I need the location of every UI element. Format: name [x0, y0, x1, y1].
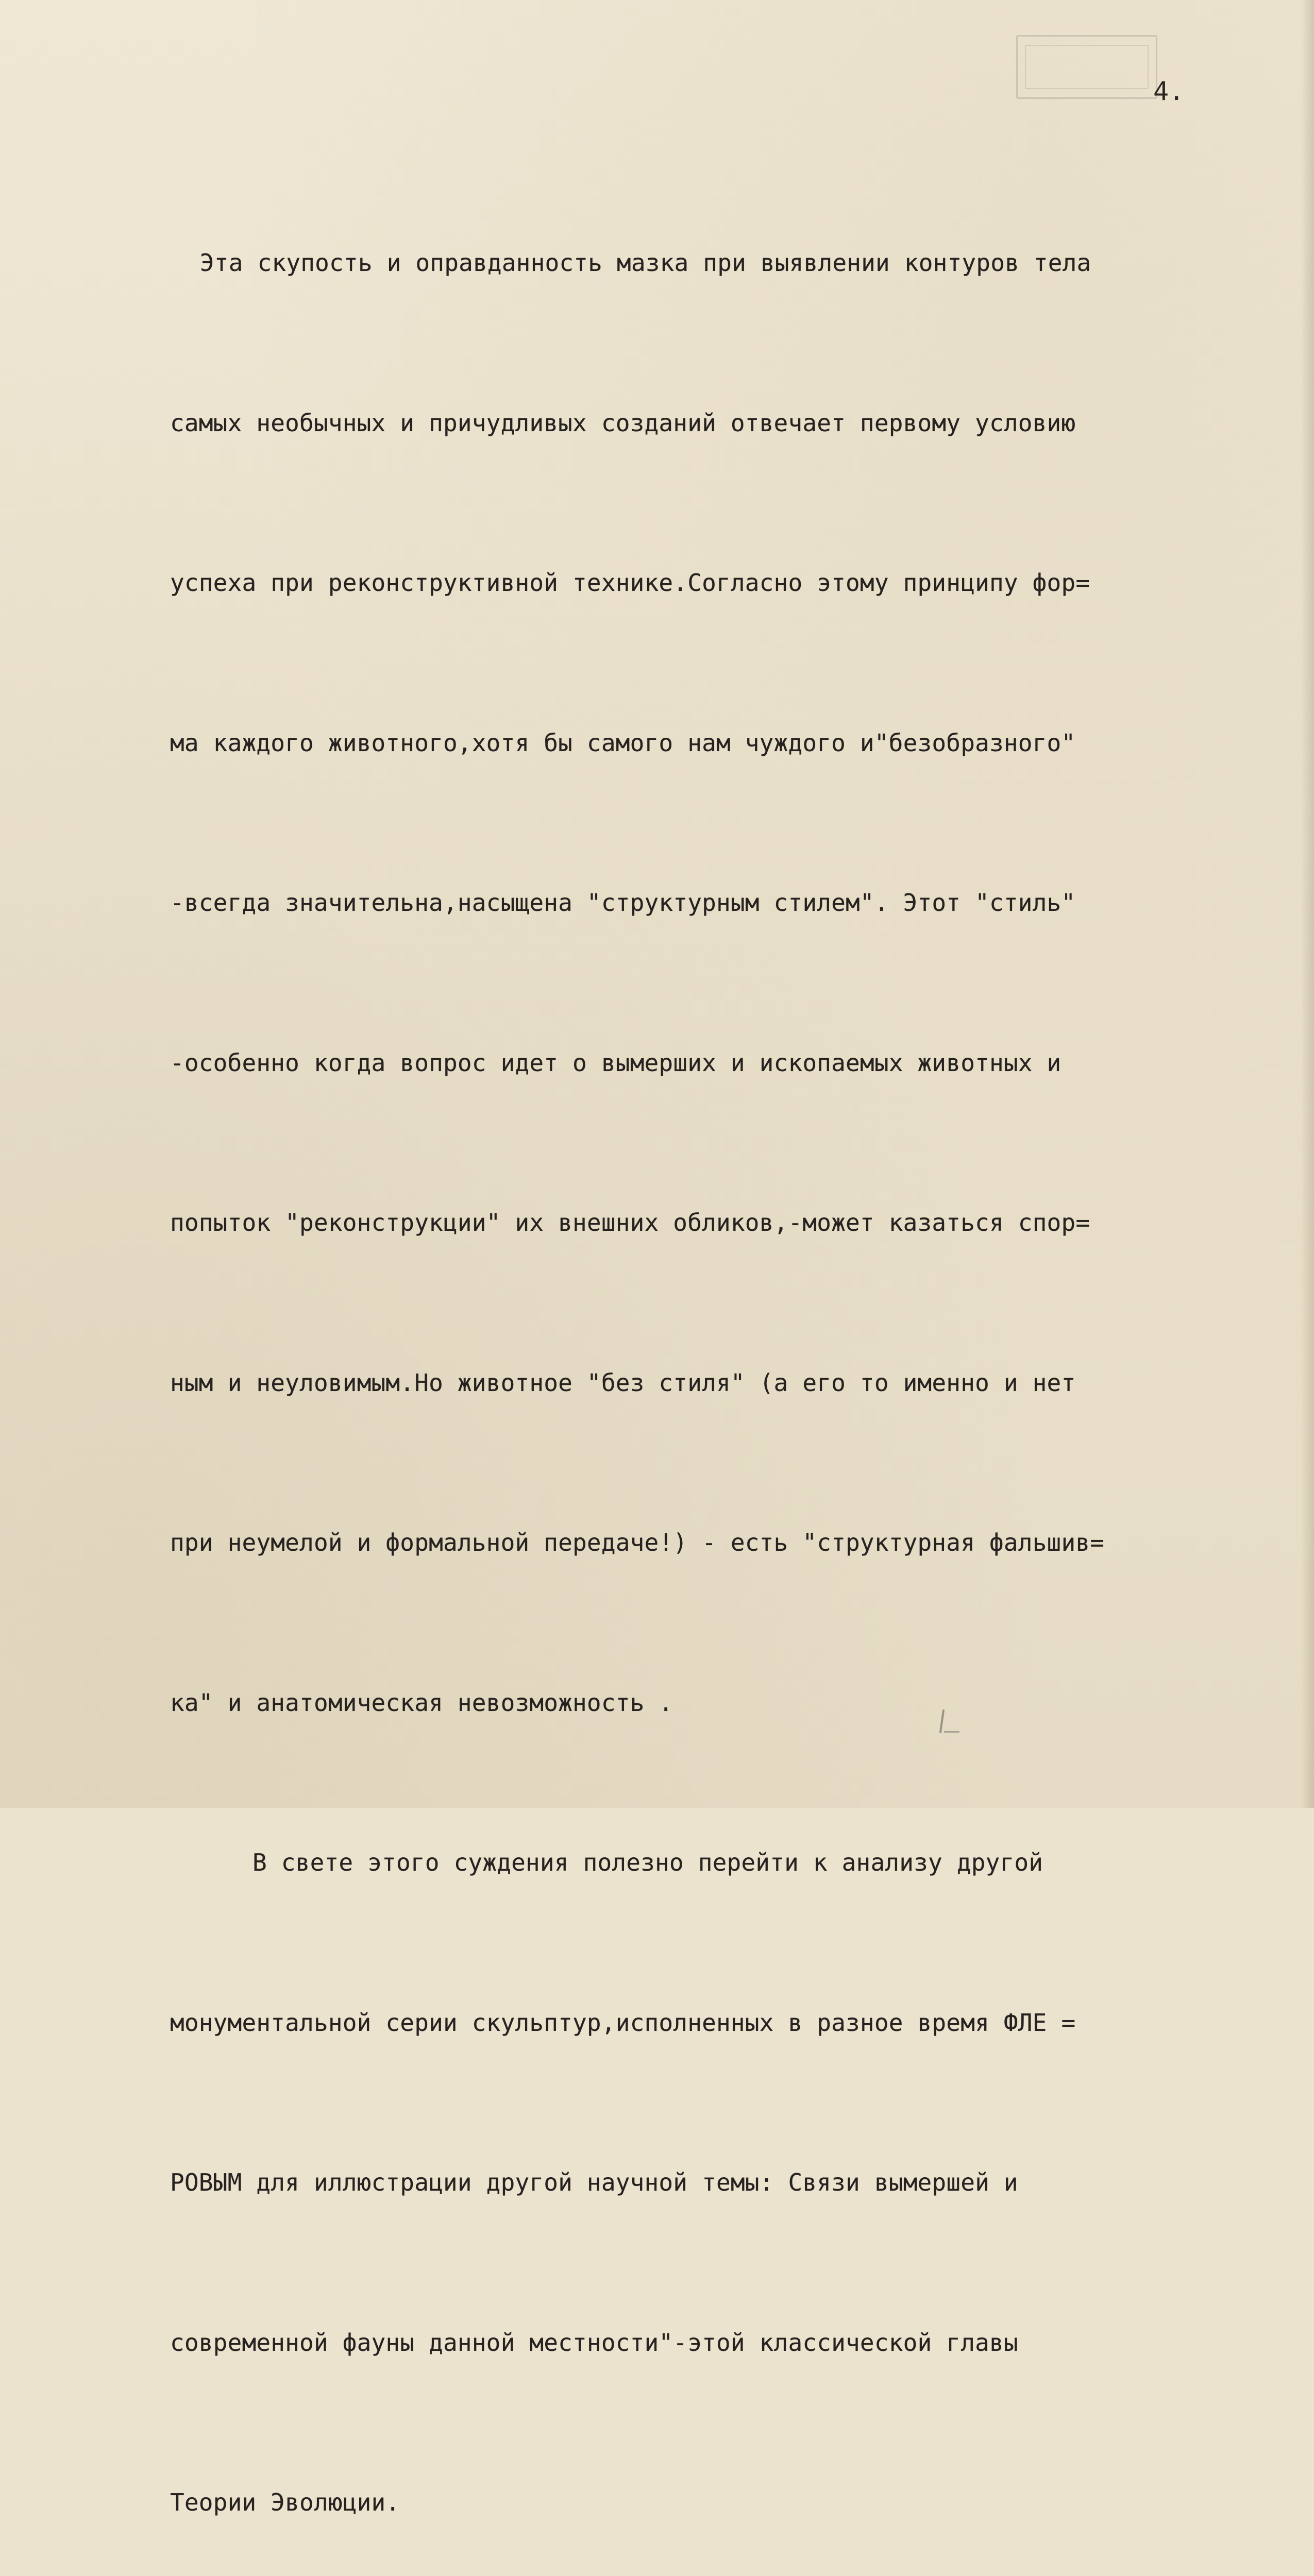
text-line: -особенно когда вопрос идет о вымерших и ископаемых животных и — [170, 1048, 1062, 1077]
text-line: РОВЫМ для иллюстрации другой научной темы: Связи вымершей и — [170, 2168, 1018, 2196]
text-line: В свете этого суждения полезно перейти к анализу другой — [252, 1849, 1043, 1876]
page-number: 4. — [1153, 76, 1185, 106]
text-line: Теории Эволюции. — [170, 2488, 400, 2516]
text-line: монументальной серии скульптур,исполненных в разное время ФЛЕ = — [170, 2008, 1076, 2037]
text-line: успеха при реконструктивной технике.Согласно этому принципу фор= — [170, 569, 1090, 597]
typewritten-text-body — [170, 130, 1273, 2576]
text-line: ма каждого животного,хотя бы самого нам чуждого и"безобразного" — [170, 728, 1076, 757]
text-line: ным и неуловимым.Но животное "без стиля" (а его то именно и нет — [170, 1368, 1076, 1397]
text-line: Эта скупость и оправданность мазка при выявлении контуров тела — [200, 249, 1091, 277]
text-line: современной фауны данной местности"-этой классической главы — [170, 2328, 1018, 2357]
pencil-mark — [944, 1731, 959, 1733]
text-line: -всегда значительна,насыщена "структурным стилем". Этот "стиль" — [170, 889, 1076, 917]
text-line: самых необычных и причудливых созданий отвечает первому условию — [170, 409, 1076, 437]
text-line: ка" и анатомическая невозможность . — [170, 1688, 673, 1717]
text-line: при неумелой и формальной передаче!) - есть "структурная фальшив= — [170, 1529, 1105, 1556]
archive-stamp — [1016, 35, 1157, 99]
text-line: попыток "реконструкции" их внешних обликов,-может казаться спор= — [170, 1209, 1090, 1236]
